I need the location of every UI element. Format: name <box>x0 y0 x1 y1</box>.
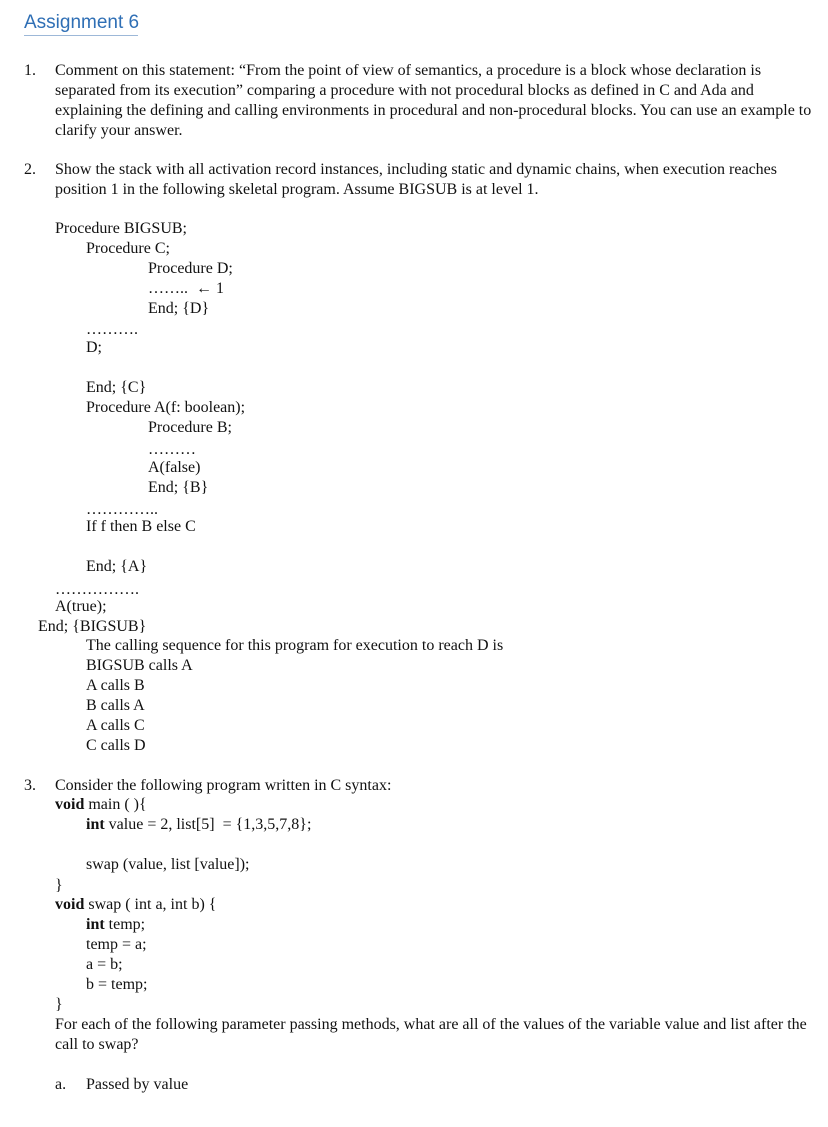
code-line: ………. <box>86 321 138 338</box>
calling-line: The calling sequence for this program for execution to reach D is <box>86 637 504 654</box>
code-line: ……… <box>148 441 196 458</box>
code-line: Procedure B; <box>148 419 232 436</box>
keyword-void: void <box>55 896 85 913</box>
calling-line: A calls C <box>86 717 145 734</box>
keyword-int: int <box>86 816 105 833</box>
declaration-text: value = 2, list[5] = {1,3,5,7,8}; <box>104 816 312 833</box>
code-statement: a = b; <box>86 956 123 973</box>
code-line: Procedure A(f: boolean); <box>86 399 246 416</box>
code-statement: b = temp; <box>86 976 148 993</box>
code-declaration <box>86 815 311 835</box>
code-line: A(true); <box>55 598 107 615</box>
q3-number: 3. <box>24 777 36 794</box>
keyword-void: void <box>55 796 85 813</box>
code-line: Procedure D; <box>148 260 233 277</box>
q3-question: For each of the following parameter passing methods, what are all of the values of the variable value and list after the call to swap? <box>55 1016 807 1053</box>
q2-number: 2. <box>24 161 36 178</box>
swap-signature-text: swap ( int a, int b) { <box>84 896 217 913</box>
code-line: …….. ← 1 <box>148 280 224 297</box>
q1-number: 1. <box>24 62 36 79</box>
code-line: End; {D} <box>148 300 210 317</box>
calling-line: A calls B <box>86 677 145 694</box>
code-close-brace: } <box>55 996 63 1013</box>
code-line: End; {A} <box>86 558 148 575</box>
calling-line: C calls D <box>86 737 146 754</box>
main-signature-text: main ( ){ <box>84 796 147 813</box>
code-line: ……………. <box>55 581 139 598</box>
option-a-label: a. <box>55 1076 67 1093</box>
code-line: Procedure BIGSUB; <box>55 220 187 237</box>
q2-text: Show the stack with all activation record instances, including static and dynamic chains, when execution reaches position 1 in the following skeletal program. Assume BIGSUB is at level 1. <box>55 161 777 198</box>
code-line: D; <box>86 339 102 356</box>
code-swap-signature <box>55 895 216 915</box>
code-line: A(false) <box>148 459 201 476</box>
code-close-brace: } <box>55 877 63 894</box>
code-line: End; {C} <box>86 379 147 396</box>
code-line: End; {BIGSUB} <box>38 618 147 635</box>
q3-intro: Consider the following program written in C syntax: <box>55 777 392 794</box>
code-line: If f then B else C <box>86 518 196 535</box>
code-line: Procedure C; <box>86 240 170 257</box>
keyword-int: int <box>86 916 105 933</box>
temp-declaration-text: temp; <box>104 916 146 933</box>
code-temp-declaration <box>86 915 145 935</box>
title-underline <box>24 35 138 36</box>
code-swap-call: swap (value, list [value]); <box>86 856 250 873</box>
q1-text: Comment on this statement: “From the point of view of semantics, a procedure is a block whose declaration is separated from its execution” comparing a procedure with not procedural blocks as defined in C and Ada and explaining the defining and calling environments in procedural and non-procedural blocks. You can use an example to clarify your answer. <box>55 62 812 139</box>
calling-line: B calls A <box>86 697 145 714</box>
code-line: End; {B} <box>148 479 209 496</box>
calling-line: BIGSUB calls A <box>86 657 193 674</box>
code-statement: temp = a; <box>86 936 147 953</box>
code-line: ………….. <box>86 501 158 518</box>
option-a-text: Passed by value <box>86 1076 189 1093</box>
code-main-signature <box>55 795 147 815</box>
page-title: Assignment 6 <box>24 12 140 33</box>
